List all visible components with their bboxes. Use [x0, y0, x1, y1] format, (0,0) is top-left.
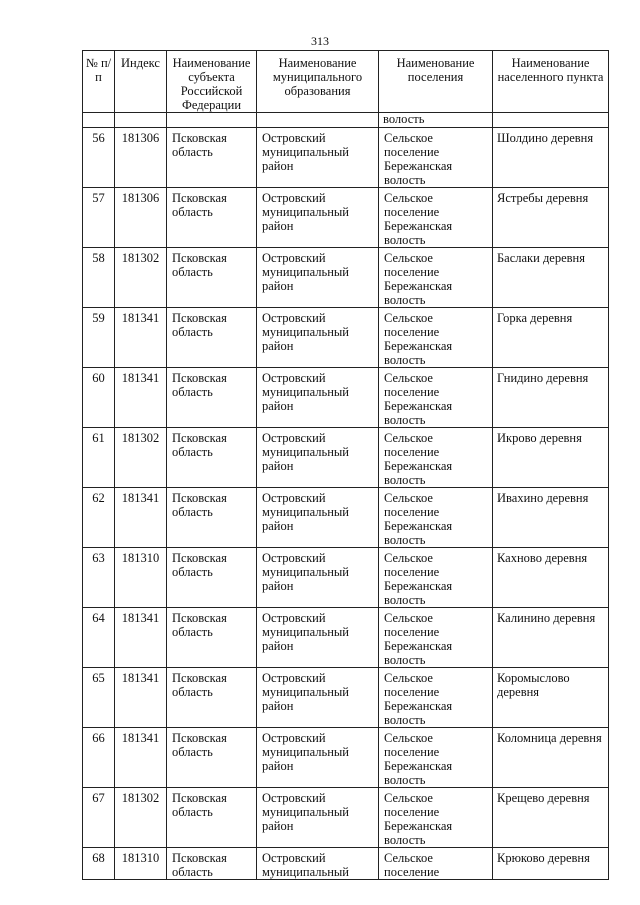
postal-index-cell: 181310 [115, 548, 167, 608]
subject-cell: Псковская область [167, 488, 257, 548]
settlement-cell: Сельское поселение Бережанская волость [379, 668, 493, 728]
settlement-cell: Сельское поселение Бережанская волость [379, 368, 493, 428]
locality-cell: Коромыслово деревня [493, 668, 609, 728]
settlement-cell: Сельское поселение Бережанская волость [379, 608, 493, 668]
subject-cell: Псковская область [167, 128, 257, 188]
table-row [83, 608, 609, 668]
municipality-cell: Островский муниципальный район [257, 248, 379, 308]
table-row [83, 548, 609, 608]
header-num: № п/п [83, 51, 115, 113]
settlement-cell: Сельское поселение Бережанская волость [379, 248, 493, 308]
locality-cell: Шолдино деревня [493, 128, 609, 188]
postal-index-cell: 181302 [115, 248, 167, 308]
header-index: Индекс [115, 51, 167, 113]
carryover-settlement-cell: волость [379, 113, 493, 128]
settlement-cell: Сельское поселение Бережанская волость [379, 128, 493, 188]
page-number: 313 [311, 34, 329, 48]
locality-cell: Баслаки деревня [493, 248, 609, 308]
table-row [83, 428, 609, 488]
subject-cell: Псковская область [167, 548, 257, 608]
postal-index-cell: 181341 [115, 488, 167, 548]
municipality-cell: Островский муниципальный район [257, 488, 379, 548]
header-subject: Наименование субъекта Российской Федерации [167, 51, 257, 113]
subject-cell: Псковская область [167, 848, 257, 880]
postal-index-cell: 181306 [115, 128, 167, 188]
table-row [83, 188, 609, 248]
header-locality: Наименование населенного пункта [493, 51, 609, 113]
subject-cell: Псковская область [167, 608, 257, 668]
locality-cell: Кахново деревня [493, 548, 609, 608]
subject-cell: Псковская область [167, 788, 257, 848]
row-number-cell: 63 [83, 548, 115, 608]
municipality-cell: Островский муниципальный [257, 848, 379, 880]
table-row [83, 368, 609, 428]
header-municipality: Наименование муниципального образования [257, 51, 379, 113]
row-number-cell: 56 [83, 128, 115, 188]
table-row [83, 788, 609, 848]
row-number-cell: 64 [83, 608, 115, 668]
subject-cell: Псковская область [167, 368, 257, 428]
table-row [83, 308, 609, 368]
postal-index-cell: 181341 [115, 728, 167, 788]
locality-cell: Ивахино деревня [493, 488, 609, 548]
locality-cell: Гнидино деревня [493, 368, 609, 428]
table-row [83, 248, 609, 308]
subject-cell: Псковская область [167, 308, 257, 368]
table-row [83, 128, 609, 188]
municipality-cell: Островский муниципальный район [257, 788, 379, 848]
municipality-cell: Островский муниципальный район [257, 608, 379, 668]
row-number-cell: 58 [83, 248, 115, 308]
postal-index-cell: 181341 [115, 608, 167, 668]
locality-cell: Крещево деревня [493, 788, 609, 848]
subject-cell: Псковская область [167, 668, 257, 728]
row-number-cell: 57 [83, 188, 115, 248]
row-number-cell: 67 [83, 788, 115, 848]
subject-cell: Псковская область [167, 188, 257, 248]
locality-cell: Коломница деревня [493, 728, 609, 788]
municipality-cell: Островский муниципальный район [257, 428, 379, 488]
row-number-cell: 61 [83, 428, 115, 488]
postal-index-cell: 181302 [115, 788, 167, 848]
table-row [83, 668, 609, 728]
settlement-cell: Сельское поселение Бережанская волость [379, 728, 493, 788]
table-row [83, 488, 609, 548]
table-row [83, 848, 609, 880]
settlement-cell: Сельское поселение Бережанская волость [379, 788, 493, 848]
municipality-cell: Островский муниципальный район [257, 548, 379, 608]
settlement-cell: Сельское поселение Бережанская волость [379, 188, 493, 248]
table-header-row [83, 51, 609, 113]
row-number-cell: 68 [83, 848, 115, 880]
row-number-cell: 66 [83, 728, 115, 788]
settlement-cell: Сельское поселение Бережанская волость [379, 308, 493, 368]
locality-cell: Ястребы деревня [493, 188, 609, 248]
settlement-cell: Сельское поселение Бережанская волость [379, 428, 493, 488]
settlement-cell: Сельское поселение Бережанская волость [379, 488, 493, 548]
locality-cell: Калинино деревня [493, 608, 609, 668]
row-number-cell: 60 [83, 368, 115, 428]
municipality-cell: Островский муниципальный район [257, 128, 379, 188]
municipality-cell: Островский муниципальный район [257, 728, 379, 788]
municipality-cell: Островский муниципальный район [257, 668, 379, 728]
locality-cell: Горка деревня [493, 308, 609, 368]
row-number-cell: 62 [83, 488, 115, 548]
municipality-cell: Островский муниципальный район [257, 368, 379, 428]
postal-index-cell: 181306 [115, 188, 167, 248]
locality-registry-table [82, 50, 609, 880]
carryover-row [83, 113, 609, 128]
settlement-cell: Сельское поселение Бережанская волость [379, 548, 493, 608]
postal-index-cell: 181302 [115, 428, 167, 488]
municipality-cell: Островский муниципальный район [257, 308, 379, 368]
row-number-cell: 59 [83, 308, 115, 368]
postal-index-cell: 181310 [115, 848, 167, 880]
settlement-cell: Сельское поселение [379, 848, 493, 880]
header-settlement: Наименование поселения [379, 51, 493, 113]
subject-cell: Псковская область [167, 728, 257, 788]
subject-cell: Псковская область [167, 248, 257, 308]
locality-cell: Икрово деревня [493, 428, 609, 488]
table-row [83, 728, 609, 788]
row-number-cell: 65 [83, 668, 115, 728]
postal-index-cell: 181341 [115, 308, 167, 368]
subject-cell: Псковская область [167, 428, 257, 488]
locality-cell: Крюково деревня [493, 848, 609, 880]
municipality-cell: Островский муниципальный район [257, 188, 379, 248]
postal-index-cell: 181341 [115, 368, 167, 428]
postal-index-cell: 181341 [115, 668, 167, 728]
